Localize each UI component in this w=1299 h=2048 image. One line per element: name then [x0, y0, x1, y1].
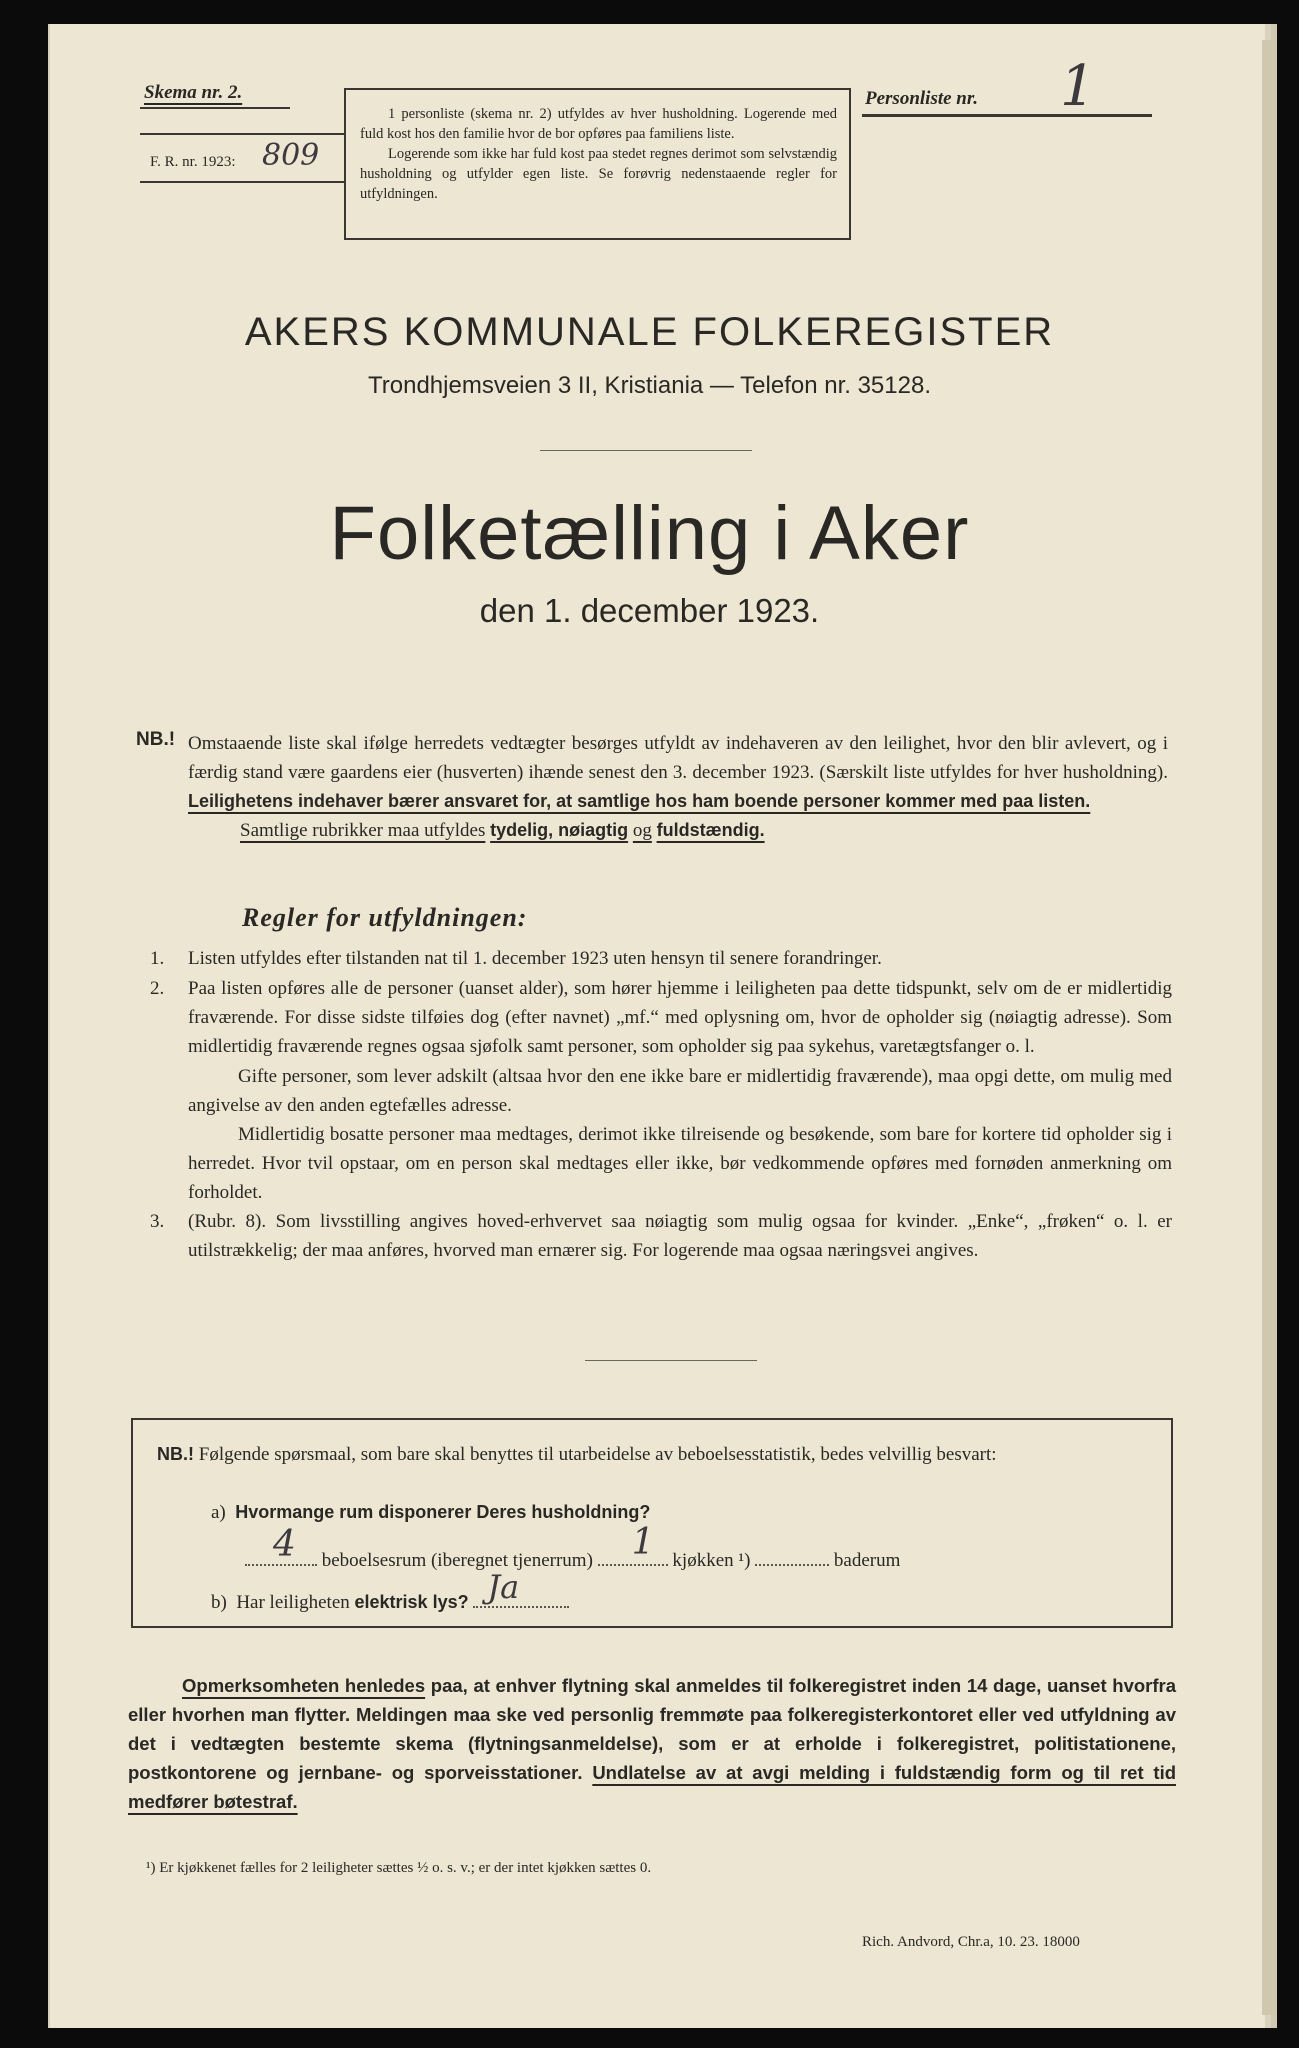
- question-a: [211, 1502, 650, 1524]
- question-a-prefix: a): [211, 1502, 226, 1523]
- nb-text: Omstaaende liste skal ifølge herredets vedtægter besørges utfyldt av indehaveren av den leilighet, hvor den blir avlevert, og i færdig stand være gaardens eier (husverten) ihænde senest den 3. december 1923. (Særskilt liste utfyldes for hver husholdning).: [188, 733, 1168, 783]
- bath-label: baderum: [833, 1550, 901, 1571]
- box-nb-label: NB.!: [157, 1444, 194, 1464]
- divider: [140, 133, 345, 135]
- printer-imprint: Rich. Andvord, Chr.a, 10. 23. 18000: [862, 1934, 1080, 1950]
- personliste-label: Personliste nr.: [865, 88, 978, 109]
- rule-2-paragraph: Midlertidig bosatte personer maa medtages, derimot ikke tilreisende og besøkende, som bare for kortere tid opholder sig i herredet. Hvor tvil opstaar, om en person skal medtages eller ikke, bør vedkommende opføres med fornøden anmerkning om forholdet.: [188, 1124, 1172, 1203]
- nb-line3-og: og: [632, 820, 652, 841]
- divider: [585, 1360, 757, 1361]
- rule-text: (Rubr. 8). Som livsstilling angives hoved-erhvervet saa nøiagtig som mulig ogsaa for kvinder. „Enke“, „frøken“ o. l. er utilstrækkelig; der maa anføres, hvorved man ernærer sig. For logerende maa ogsaa næringsvei angives.: [188, 1211, 1172, 1261]
- box-intro: [157, 1440, 1149, 1469]
- note-line: 1 personliste (skema nr. 2) utfyldes av hver husholdning. Logerende med fuld kost hos den familie hvor de bor opføres paa familiens liste.: [360, 106, 837, 142]
- rooms-answer-field[interactable]: [245, 1524, 317, 1566]
- question-b: [211, 1568, 569, 1614]
- census-date: den 1. december 1923.: [479, 592, 820, 629]
- rule-3: [150, 1207, 1172, 1265]
- main-title: Folketælling i Aker: [329, 491, 970, 576]
- moving-notice: [128, 1671, 1176, 1816]
- fr-label: F. R. nr. 1923:: [150, 154, 236, 170]
- rule-text: Listen utfyldes efter tilstanden nat til 1. december 1923 uten hensyn til senere forandringer.: [188, 948, 882, 969]
- nb-line3-text: Samtlige rubrikker maa utfyldes: [240, 820, 486, 841]
- divider: [862, 114, 1152, 117]
- rooms-label: beboelsesrum (iberegnet tjenerrum): [321, 1550, 593, 1571]
- nb-line3-bold: tydelig, nøiagtig: [490, 820, 629, 840]
- nb-label: NB.!: [136, 729, 176, 750]
- address-line: Trondhjemsveien 3 II, Kristiania — Telefon nr. 35128.: [368, 372, 931, 399]
- rule-number: 2.: [150, 978, 165, 999]
- instruction-note-box: [344, 88, 851, 240]
- kitchen-label: kjøkken ¹): [672, 1550, 751, 1571]
- bath-answer-field[interactable]: [755, 1538, 829, 1566]
- question-b-prefix: b): [211, 1592, 227, 1613]
- kitchen-answer-field[interactable]: [598, 1522, 668, 1566]
- rule-number: 3.: [150, 1211, 165, 1232]
- fr-number-handwritten: 809: [262, 138, 320, 173]
- rules-heading: Regler for utfyldningen:: [242, 903, 528, 932]
- nb-line3: [188, 816, 1168, 845]
- box-intro-text: Følgende spørsmaal, som bare skal benyttes til utarbeidelse av beboelsesstatistik, bedes velvillig besvart:: [198, 1444, 997, 1465]
- divider: [540, 450, 752, 451]
- divider: [140, 107, 290, 109]
- electric-light-value-handwritten: Ja: [487, 1568, 520, 1606]
- notice-penalty: Undlatelse av at avgi melding i fuldstændig form og til ret tid medfører bøtestraf.: [128, 1762, 1177, 1812]
- rule-1: [150, 944, 1172, 973]
- organization-title: AKERS KOMMUNALE FOLKEREGISTER: [244, 310, 1055, 354]
- question-a-answers: [245, 1522, 1145, 1572]
- rule-number: 1.: [150, 948, 165, 969]
- question-b-pre: Har leiligheten: [236, 1592, 350, 1613]
- notice-lead: Opmerksomheten henledes: [182, 1675, 426, 1696]
- nb-line3-bold2: fuldstændig.: [656, 820, 765, 840]
- rooms-value-handwritten: 4: [273, 1524, 296, 1565]
- rules-list: [150, 944, 1172, 1266]
- electric-light-answer-field[interactable]: [473, 1568, 569, 1608]
- footnote: ¹) Er kjøkkenet fælles for 2 leiligheter sættes ½ o. s. v.; er der intet kjøkken sættes 0.: [146, 1860, 652, 1876]
- kitchen-value-handwritten: 1: [631, 1522, 655, 1563]
- rule-2: [150, 974, 1172, 1061]
- nb-bold-text: Leilighetens indehaver bærer ansvaret for, at samtlige hos ham boende personer kommer med paa listen.: [188, 791, 1091, 811]
- divider: [140, 181, 345, 183]
- personliste-number-handwritten: 1: [1060, 54, 1096, 119]
- notice-body: paa, at enhver flytning skal anmeldes til folkeregistret inden 14 dage, uanset hvorfra eller hvorhen man flytter. Meldingen maa ske ved personlig fremmøte paa folkeregisterkontoret eller ved utfyldning av det i vedtægten bestemte skema (flytningsanmeldelse), som er at erholde i folkeregistret, politistationene, postkontorene og jernbane- og sporveisstationer.: [128, 1675, 1177, 1783]
- rule-text: Paa listen opføres alle de personer (uanset alder), som hører hjemme i leiligheten paa dette tidspunkt, selv om de er midlertidig fraværende. For disse sidste tilføies dog (efter navnet) „mf.“ med oplysning om, hvor de opholder sig (nøiagtig adresse). Som midlertidig fraværende regnes ogsaa sjøfolk samt personer, som opholder sig paa sykehus, varetægtsfanger o. l.: [188, 978, 1172, 1057]
- housing-question-box: [131, 1418, 1173, 1628]
- note-line: Logerende som ikke har fuld kost paa stedet regnes derimot som selvstændig husholdning og utfylder egen liste. Se forøvrig nedenstaaende regler for utfyldningen.: [360, 146, 837, 202]
- skema-number: Skema nr. 2.: [144, 82, 243, 103]
- nb-paragraph: [188, 729, 1168, 845]
- question-b-bold: elektrisk lys?: [354, 1592, 469, 1612]
- rule-2-paragraph: Gifte personer, som lever adskilt (altsaa hvor den ene ikke bare er midlertidig fraværende), maa opgi dette, om mulig med angivelse av den anden egtefælles adresse.: [188, 1066, 1172, 1116]
- question-a-text: Hvormange rum disponerer Deres husholdning?: [235, 1502, 651, 1522]
